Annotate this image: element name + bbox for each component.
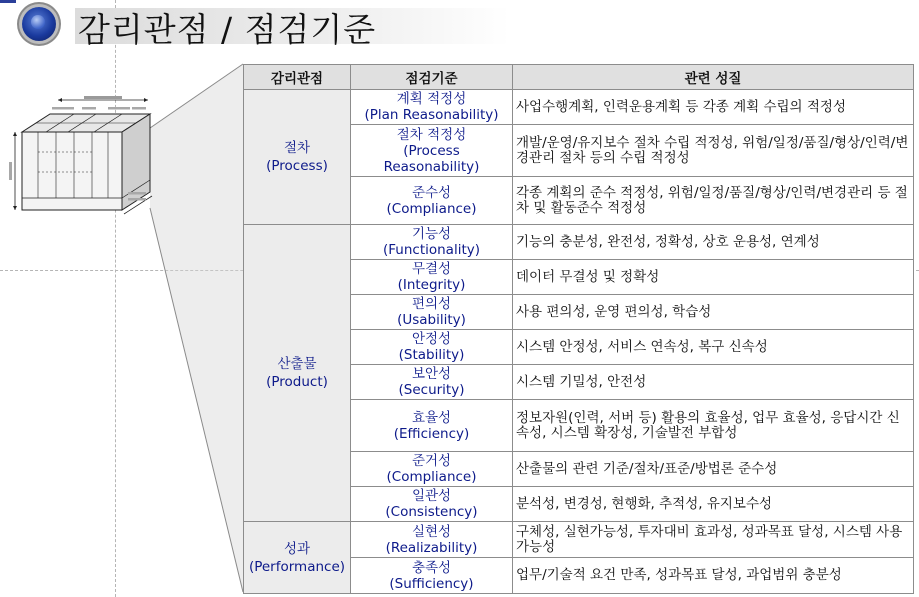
criterion-cell xyxy=(351,177,513,225)
property-cell: 개발/운영/유지보수 절차 수립 적정성, 위험/일정/품질/형상/인력/변경관리 절차 등의 수립 적정성 xyxy=(513,125,914,177)
criterion-en: (Integrity) xyxy=(397,277,466,293)
criterion-ko: 효율성 xyxy=(411,409,452,426)
property-cell: 구체성, 실현가능성, 투자대비 효과성, 성과목표 달성, 시스템 사용 가능성 xyxy=(513,522,914,558)
perspective-en: (Process) xyxy=(266,158,328,174)
criterion-cell xyxy=(351,90,513,125)
perspective-ko: 성과 xyxy=(283,540,311,557)
audit-criteria-table xyxy=(243,64,914,594)
criterion-cell xyxy=(351,225,513,260)
criterion-cell xyxy=(351,400,513,452)
criterion-cell xyxy=(351,452,513,487)
property-cell: 각종 계획의 준수 적정성, 위험/일정/품질/형상/인력/변경관리 등 절차 및 활동준수 적정성 xyxy=(513,177,914,225)
property-cell: 시스템 안정성, 서비스 연속성, 복구 신속성 xyxy=(513,330,914,365)
criterion-en: (Consistency) xyxy=(385,504,478,520)
criterion-cell xyxy=(351,558,513,594)
criterion-en: (Compliance) xyxy=(386,469,477,485)
criterion-en: (Process Reasonability) xyxy=(383,142,480,175)
criterion-cell xyxy=(351,125,513,177)
audit-cube-illustration xyxy=(8,92,158,222)
criterion-ko: 기능성 xyxy=(411,226,452,242)
cube-caption-top xyxy=(84,96,122,99)
criterion-ko: 실현성 xyxy=(411,523,452,540)
header-perspective: 감리관점 xyxy=(244,65,351,90)
criterion-en: (Stability) xyxy=(398,347,465,363)
criterion-cell xyxy=(351,487,513,522)
criterion-cell xyxy=(351,365,513,400)
property-cell: 시스템 기밀성, 안전성 xyxy=(513,365,914,400)
criterion-en: (Compliance) xyxy=(386,200,477,217)
property-cell: 데이터 무결성 및 정확성 xyxy=(513,260,914,295)
page-title: 감리관점 / 점검기준 xyxy=(78,10,377,49)
perspective-ko: 산출물 xyxy=(277,356,317,372)
perspective-product xyxy=(244,225,351,522)
criterion-ko: 충족성 xyxy=(411,559,452,576)
criterion-cell xyxy=(351,295,513,330)
criterion-ko: 준거성 xyxy=(411,453,452,469)
criterion-en: (Sufficiency) xyxy=(389,575,474,592)
property-cell: 분석성, 변경성, 현행화, 추적성, 유지보수성 xyxy=(513,487,914,522)
criterion-en: (Functionality) xyxy=(382,242,480,258)
criterion-en: (Plan Reasonability) xyxy=(364,107,499,123)
property-cell: 사업수행계획, 인력운용계획 등 각종 계획 수립의 적정성 xyxy=(513,90,914,125)
perspective-performance xyxy=(244,522,351,594)
header-criterion: 점검기준 xyxy=(351,65,513,90)
criterion-cell xyxy=(351,330,513,365)
criterion-en: (Usability) xyxy=(397,312,466,328)
criterion-ko: 준수성 xyxy=(411,184,452,201)
table-row xyxy=(244,225,914,260)
criterion-cell xyxy=(351,522,513,558)
property-cell: 사용 편의성, 운영 편의성, 학습성 xyxy=(513,295,914,330)
criterion-en: (Efficiency) xyxy=(393,425,470,442)
property-cell: 기능의 충분성, 완전성, 정확성, 상호 운용성, 연계성 xyxy=(513,225,914,260)
property-cell: 산출물의 관련 기준/절차/표준/방법론 준수성 xyxy=(513,452,914,487)
criterion-ko: 무결성 xyxy=(411,261,452,277)
table-header-row xyxy=(244,65,914,90)
criterion-ko: 절차 적정성 xyxy=(396,126,467,143)
criterion-ko: 편의성 xyxy=(411,296,452,312)
property-cell: 업무/기술적 요건 만족, 성과목표 달성, 과업범위 충분성 xyxy=(513,558,914,594)
criterion-ko: 보안성 xyxy=(411,366,452,382)
property-cell: 정보자원(인력, 서버 등) 활용의 효율성, 업무 효율성, 응답시간 신속성, 시스템 확장성, 기술발전 부합성 xyxy=(513,400,914,452)
criterion-en: (Realizability) xyxy=(385,539,478,556)
criterion-en: (Security) xyxy=(398,382,465,398)
criterion-ko: 안정성 xyxy=(411,331,452,347)
perspective-en: (Performance) xyxy=(248,558,346,575)
perspective-en: (Product) xyxy=(266,374,328,390)
criterion-cell xyxy=(351,260,513,295)
criterion-ko: 일관성 xyxy=(411,488,452,504)
perspective-process xyxy=(244,90,351,225)
table-row xyxy=(244,522,914,558)
criterion-ko: 계획 적정성 xyxy=(396,91,467,107)
table-row xyxy=(244,90,914,125)
header-property: 관련 성질 xyxy=(513,65,914,90)
perspective-ko: 절차 xyxy=(283,140,311,156)
